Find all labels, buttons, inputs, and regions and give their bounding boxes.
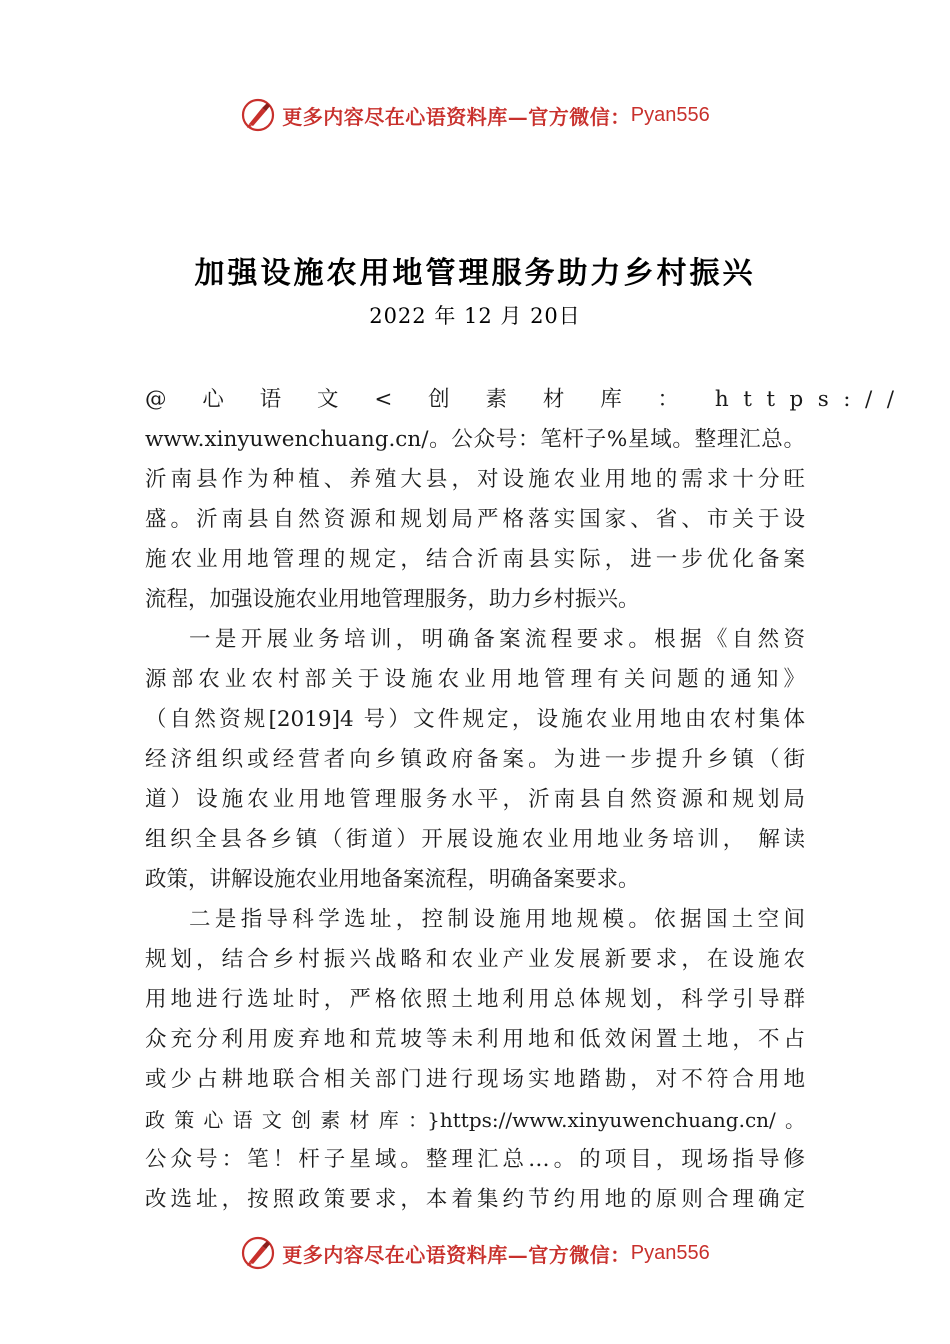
body-line: （自然资规[2019]4 号）文件规定，设施农业用地由农村集体: [145, 707, 805, 732]
body-line: 政策，讲解设施农业用地备案流程，明确备案要求。: [145, 867, 640, 892]
body-line: 道）设施农业用地管理服务水平，沂南县自然资源和规划局: [145, 787, 805, 812]
body-line: 一是开展业务培训，明确备案流程要求。根据《自然资: [189, 627, 805, 652]
body-line: 用地进行选址时，严格依照土地利用总体规划，科学引导群: [145, 987, 805, 1012]
body-line: 源部农业农村部关于设施农业用地管理有关问题的通知》: [145, 667, 805, 692]
body-line: 改选址，按照政策要求，本着集约节约用地的原则合理确定: [145, 1187, 805, 1212]
body-line: 经济组织或经营者向乡镇政府备案。为进一步提升乡镇（街: [145, 747, 805, 772]
body-line: 流程，加强设施农业用地管理服务，助力乡村振兴。: [145, 587, 640, 612]
document-body: [145, 380, 909, 1220]
body-line: 二是指导科学选址，控制设施用地规模。依据国土空间: [189, 907, 805, 932]
document-title: 加强设施农用地管理服务助力乡村振兴: [194, 256, 756, 291]
banner-wechat-id: Pyan556: [630, 1241, 710, 1264]
body-line: 沂南县作为种植、养殖大县，对设施农业用地的需求十分旺: [145, 467, 805, 492]
document-date: 2022 年 12 月 20日: [369, 304, 581, 328]
body-line: 众充分利用废弃地和荒坡等未利用地和低效闲置土地，不占: [145, 1027, 805, 1052]
body-line: 公众号：笔！杆子星域。整理汇总…。的项目，现场指导修: [145, 1147, 805, 1172]
body-line: www.xinyuwenchuang.cn/。公众号：笔杆子%星域。整理汇总。: [145, 427, 805, 452]
fountain-pen-logo-icon: [240, 97, 276, 133]
footer-watermark-banner: [0, 1233, 950, 1273]
body-line: 规划，结合乡村振兴战略和农业产业发展新要求，在设施农: [145, 947, 805, 972]
body-line: 组织全县各乡镇（街道）开展设施农业用地业务培训， 解读: [145, 827, 805, 852]
header-watermark-banner: [0, 95, 950, 135]
banner-wechat-id: Pyan556: [630, 103, 710, 126]
fountain-pen-logo-icon: [240, 1235, 276, 1271]
body-line: 政策心语文创素材库：}https://www.xinyuwenchuang.cn/。: [145, 1108, 805, 1132]
body-line: 或少占耕地联合相关部门进行现场实地踏勘，对不符合用地: [145, 1067, 805, 1092]
banner-text: 更多内容尽在心语资料库—官方微信：: [282, 1242, 631, 1267]
banner-text: 更多内容尽在心语资料库—官方微信：: [282, 104, 631, 129]
body-line: 盛。沂南县自然资源和规划局严格落实国家、省、市关于设: [145, 507, 805, 532]
body-line: @ 心 语 文 < 创 素 材 库 ： https://: [145, 387, 909, 412]
body-line: 施农业用地管理的规定，结合沂南县实际，进一步优化备案: [145, 547, 805, 572]
